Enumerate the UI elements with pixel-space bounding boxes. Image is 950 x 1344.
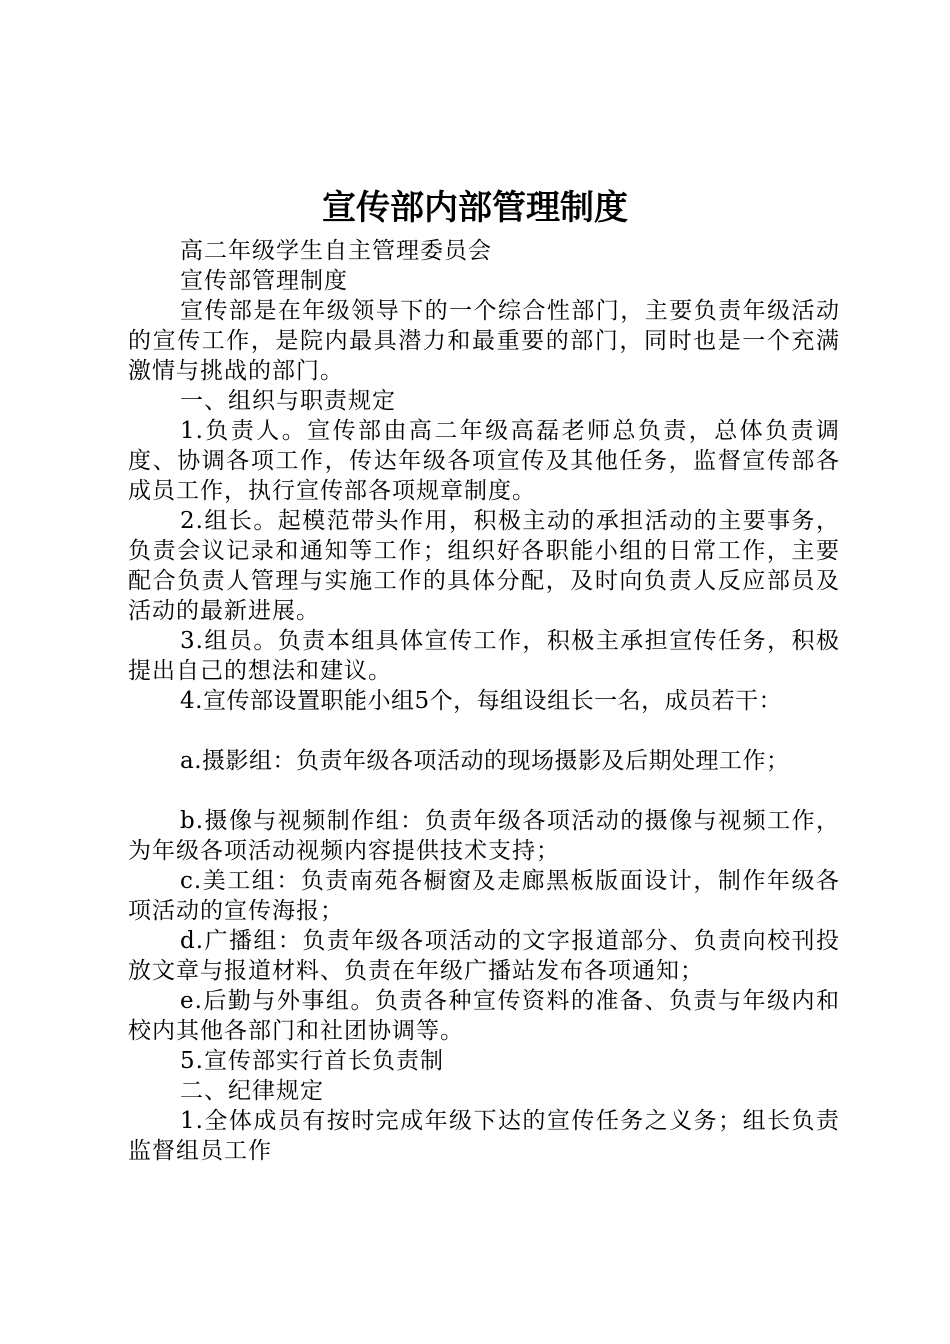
paragraph-spacer [128, 776, 840, 806]
paragraph-intro: 宣传部是在年级领导下的一个综合性部门，主要负责年级活动的宣传工作，是院内最具潜力和最重要的部门，同时也是一个充满激情与挑战的部门。 [128, 298, 840, 384]
paragraph-group-d: d.广播组：负责年级各项活动的文字报道部分、负责向校刊投放文章与报道材料、负责在年级广播站发布各项通知； [128, 928, 840, 984]
paragraph-group-a: a.摄影组：负责年级各项活动的现场摄影及后期处理工作； [180, 748, 790, 774]
paragraph-group-e: e.后勤与外事组。负责各种宣传资料的准备、负责与年级内和校内其他各部门和社团协调等。 [128, 988, 840, 1044]
section-heading-discipline: 二、纪律规定 [180, 1078, 324, 1104]
document-title: 宣传部内部管理制度 [322, 188, 628, 228]
paragraph-discipline-1: 1.全体成员有按时完成年级下达的宣传任务之义务；组长负责监督组员工作 [128, 1108, 840, 1164]
paragraph-group-b: b.摄像与视频制作组：负责年级各项活动的摄像与视频工作，为年级各项活动视频内容提供技术支持； [128, 808, 840, 864]
paragraph-item-4: 4.宣传部设置职能小组5个，每组设组长一名，成员若干： [180, 688, 783, 714]
paragraph-item-5: 5.宣传部实行首长负责制 [180, 1048, 444, 1074]
paragraph-item-2: 2.组长。起模范带头作用，积极主动的承担活动的主要事务，负责会议记录和通知等工作；组织好各职能小组的日常工作，主要配合负责人管理与实施工作的具体分配，及时向负责人反应部员及活动的最新进展。 [128, 508, 840, 624]
paragraph-committee: 高二年级学生自主管理委员会 [180, 238, 492, 264]
section-heading-organization: 一、组织与职责规定 [180, 388, 396, 414]
paragraph-item-1: 1.负责人。宣传部由高二年级高磊老师总负责，总体负责调度、协调各项工作，传达年级各项宣传及其他任务，监督宣传部各成员工作，执行宣传部各项规章制度。 [128, 418, 840, 504]
paragraph-item-3: 3.组员。负责本组具体宣传工作，积极主承担宣传任务，积极提出自己的想法和建议。 [128, 628, 840, 684]
paragraph-subtitle: 宣传部管理制度 [180, 268, 348, 294]
paragraph-group-c: c.美工组：负责南苑各橱窗及走廊黑板版面设计，制作年级各项活动的宣传海报； [128, 868, 840, 924]
document-body [128, 236, 840, 1166]
paragraph-spacer [128, 716, 840, 746]
